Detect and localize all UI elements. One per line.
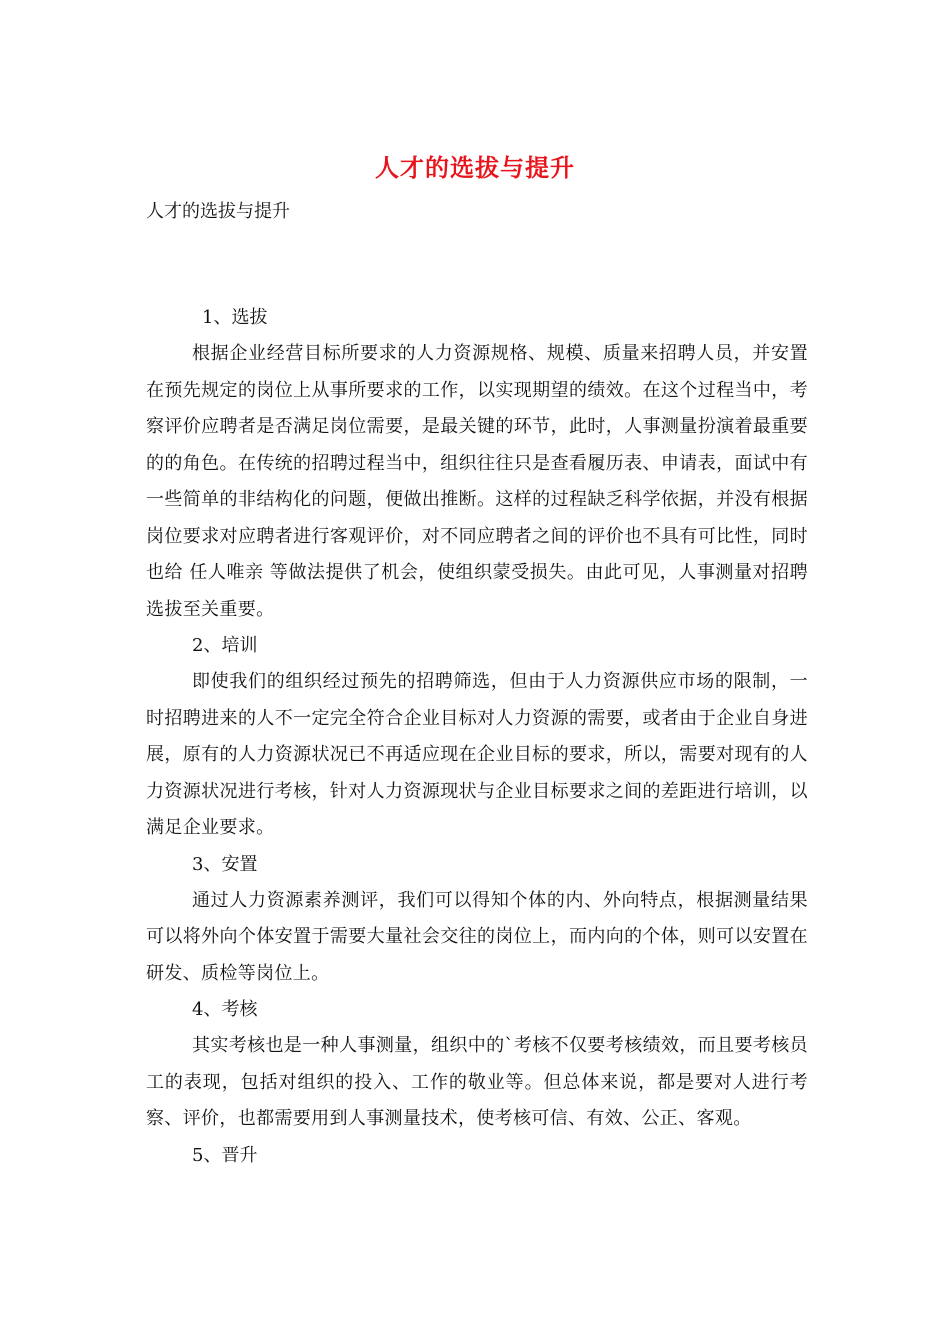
section-text-assessment: 其实考核也是一种人事测量，组织中的`考核不仅要考核绩效，而且要考核员工的表现，包括对组织的投入、工作的敬业等。但总体来说，都是要对人进行考察、评价，也都需要用到人事测量技术，使考核可信、有效、公正、客观。 <box>146 1035 808 1129</box>
section-text-placement: 通过人力资源素养测评，我们可以得知个体的内、外向特点，根据测量结果可以将外向个体安置于需要大量社会交往的岗位上，而内向的个体，则可以安置在研发、质检等岗位上。 <box>146 889 808 984</box>
section-heading-selection: 1、选拔 <box>202 307 268 328</box>
document-title: 人才的选拔与提升 <box>375 153 575 182</box>
section-heading-promotion: 5、晋升 <box>192 1144 258 1166</box>
section-heading-training: 2、培训 <box>192 635 258 656</box>
section-heading-assessment: 4、考核 <box>192 999 258 1020</box>
section-text-training: 即使我们的组织经过预先的招聘筛选，但由于人力资源供应市场的限制，一时招聘进来的人不一定完全符合企业目标对人力资源的需要，或者由于企业自身进展，原有的人力资源状况已不再适应现在企业目标的要求，所以，需要对现有的人力资源状况进行考核，针对人力资源现状与企业目标要求之间的差距进行培训，以满足企业要求。 <box>146 671 808 838</box>
document-subtitle: 人才的选拔与提升 <box>146 201 290 222</box>
document-body <box>146 300 808 1174</box>
section-text-selection: 根据企业经营目标所要求的人力资源规格、规模、质量来招聘人员，并安置在预先规定的岗位上从事所要求的工作，以实现期望的绩效。在这个过程当中，考察评价应聘者是否满足岗位需要，是最关键的环节，此时，人事测量扮演着最重要的的角色。在传统的招聘过程当中，组织往往只是查看履历表、申请表，面试中有一些简单的非结构化的问题，便做出推断。这样的过程缺乏科学依据，并没有根据岗位要求对应聘者进行客观评价，对不同应聘者之间的评价也不具有可比性，同时也给 任人唯亲 等做法提供了机会，使组织蒙受损失。由此可见，人事测量对招聘选拔至关重要。 <box>146 343 808 620</box>
section-heading-placement: 3、安置 <box>192 853 258 875</box>
